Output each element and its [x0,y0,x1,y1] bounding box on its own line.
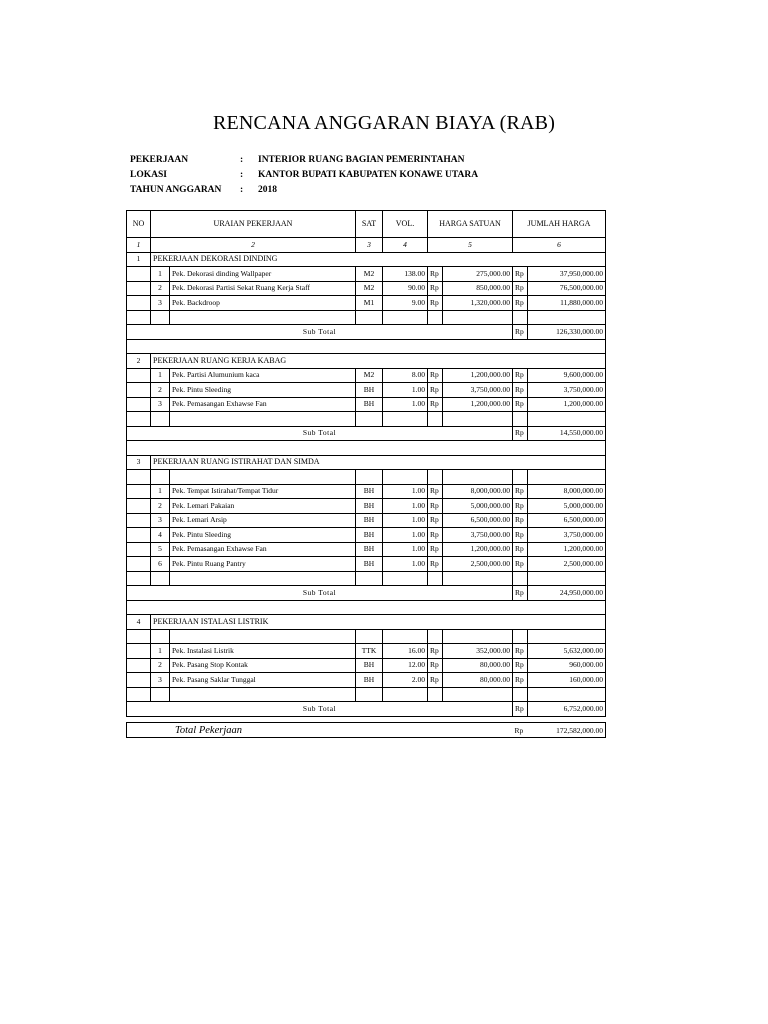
item-description: Pek. Pasang Saklar Tunggal [170,673,356,688]
empty-cell [443,310,513,325]
item-description: Pek. Instalasi Listrik [170,644,356,659]
item-unit: M2 [356,368,383,383]
empty-cell [513,687,528,702]
table-row [127,557,606,572]
item-description: Pek. Dekorasi dinding Wallpaper [170,267,356,282]
currency-label: Rp [513,383,528,398]
currency-label: Rp [428,368,443,383]
item-number: 5 [151,542,170,557]
total-currency: Rp [513,723,528,738]
column-number-row [127,238,606,253]
item-volume: 1.00 [383,397,428,412]
item-unit: M2 [356,281,383,296]
item-total: 8,000,000.00 [528,484,606,499]
empty-cell [127,397,151,412]
empty-cell [428,629,443,644]
currency-label: Rp [428,383,443,398]
subtotal-row [127,426,606,441]
currency-label: Rp [428,281,443,296]
empty-cell [170,571,356,586]
empty-cell [443,571,513,586]
meta-colon: : [240,155,244,165]
item-total: 37,950,000.00 [528,267,606,282]
section-title: PEKERJAAN ISTALASI LISTRIK [151,615,606,630]
item-volume: 2.00 [383,673,428,688]
section-header-row [127,252,606,267]
empty-cell [170,412,356,427]
header-vol: VOL. [383,211,428,238]
item-volume: 1.00 [383,528,428,543]
item-number: 1 [151,484,170,499]
column-number: 6 [513,238,606,253]
item-description: Pek. Lemari Arsip [170,513,356,528]
currency-label: Rp [513,542,528,557]
table-row [127,484,606,499]
item-total: 3,750,000.00 [528,383,606,398]
meta-label: LOKASI [130,170,167,180]
item-description: Pek. Partisi Alumunium kaca [170,368,356,383]
empty-cell [443,687,513,702]
spacer-row [127,339,606,354]
item-volume: 138.00 [383,267,428,282]
item-total: 1,200,000.00 [528,542,606,557]
currency-label: Rp [513,499,528,514]
item-volume: 16.00 [383,644,428,659]
empty-cell [127,687,151,702]
item-number: 1 [151,267,170,282]
item-volume: 90.00 [383,281,428,296]
currency-label: Rp [428,528,443,543]
rab-table [126,210,606,717]
column-number: 5 [428,238,513,253]
table-row [127,397,606,412]
currency-label: Rp [513,426,528,441]
item-number: 1 [151,644,170,659]
header-sat: SAT [356,211,383,238]
item-unit-price: 6,500,000.00 [443,513,513,528]
total-table [126,722,606,738]
item-volume: 1.00 [383,383,428,398]
currency-label: Rp [428,499,443,514]
currency-label: Rp [513,296,528,311]
subtotal-label: Sub Total [127,325,513,340]
empty-cell [127,281,151,296]
item-unit-price: 8,000,000.00 [443,484,513,499]
section-title: PEKERJAAN DEKORASI DINDING [151,252,606,267]
item-unit: M2 [356,267,383,282]
item-number: 3 [151,513,170,528]
item-unit-price: 850,000.00 [443,281,513,296]
empty-cell [356,629,383,644]
item-unit-price: 3,750,000.00 [443,383,513,398]
empty-cell [127,513,151,528]
empty-cell [127,441,606,456]
blank-row [127,571,606,586]
meta-value: 2018 [258,185,277,195]
empty-cell [170,629,356,644]
empty-cell [127,267,151,282]
currency-label: Rp [513,586,528,601]
section-number: 1 [127,252,151,267]
item-unit-price: 275,000.00 [443,267,513,282]
item-description: Pek. Dekorasi Partisi Sekat Ruang Kerja Staff [170,281,356,296]
subtotal-value: 24,950,000.00 [528,586,606,601]
empty-cell [513,571,528,586]
item-unit-price: 80,000.00 [443,658,513,673]
empty-cell [127,383,151,398]
item-total: 1,200,000.00 [528,397,606,412]
currency-label: Rp [513,702,528,717]
item-number: 2 [151,383,170,398]
empty-cell [127,571,151,586]
empty-cell [127,644,151,659]
table-row [127,658,606,673]
currency-label: Rp [428,397,443,412]
currency-label: Rp [513,267,528,282]
currency-label: Rp [428,673,443,688]
item-unit: M1 [356,296,383,311]
empty-cell [151,571,170,586]
item-volume: 1.00 [383,513,428,528]
spacer-row [127,441,606,456]
item-total: 6,500,000.00 [528,513,606,528]
item-unit-price: 3,750,000.00 [443,528,513,543]
empty-cell [127,600,606,615]
item-unit-price: 1,200,000.00 [443,368,513,383]
empty-cell [127,368,151,383]
empty-cell [428,310,443,325]
header-uraian: URAIAN PEKERJAAN [151,211,356,238]
empty-cell [151,687,170,702]
empty-cell [356,687,383,702]
empty-cell [151,412,170,427]
blank-row [127,687,606,702]
empty-cell [127,310,151,325]
currency-label: Rp [428,557,443,572]
section-header-row [127,615,606,630]
empty-cell [356,571,383,586]
currency-label: Rp [513,513,528,528]
empty-cell [428,571,443,586]
section-header-row [127,354,606,369]
empty-cell [528,470,606,485]
item-total: 5,000,000.00 [528,499,606,514]
item-unit: BH [356,397,383,412]
empty-cell [528,687,606,702]
currency-label: Rp [513,557,528,572]
header-harga-satuan: HARGA SATUAN [428,211,513,238]
item-volume: 1.00 [383,499,428,514]
table-row [127,296,606,311]
item-total: 76,500,000.00 [528,281,606,296]
meta-colon: : [240,185,244,195]
empty-cell [127,658,151,673]
meta-value: KANTOR BUPATI KABUPATEN KONAWE UTARA [258,170,479,180]
item-total: 960,000.00 [528,658,606,673]
empty-cell [127,557,151,572]
meta-label: TAHUN ANGGARAN [130,185,222,195]
blank-row [127,412,606,427]
subtotal-row [127,702,606,717]
currency-label: Rp [513,528,528,543]
empty-cell [513,412,528,427]
empty-cell [151,629,170,644]
section-title: PEKERJAAN RUANG KERJA KABAG [151,354,606,369]
section-number: 3 [127,455,151,470]
table-row [127,513,606,528]
item-unit: BH [356,383,383,398]
item-volume: 12.00 [383,658,428,673]
subtotal-value: 14,550,000.00 [528,426,606,441]
empty-cell [528,629,606,644]
subtotal-value: 126,330,000.00 [528,325,606,340]
empty-cell [127,339,606,354]
item-volume: 1.00 [383,484,428,499]
empty-cell [356,310,383,325]
blank-row [127,470,606,485]
item-total: 9,600,000.00 [528,368,606,383]
currency-label: Rp [428,267,443,282]
empty-cell [428,687,443,702]
item-unit-price: 80,000.00 [443,673,513,688]
currency-label: Rp [428,644,443,659]
section-number: 4 [127,615,151,630]
table-row [127,281,606,296]
empty-cell [127,528,151,543]
empty-cell [127,542,151,557]
item-unit-price: 5,000,000.00 [443,499,513,514]
subtotal-value: 6,752,000.00 [528,702,606,717]
column-number: 2 [151,238,356,253]
header-no: NO [127,211,151,238]
meta-label: PEKERJAAN [130,155,189,165]
item-description: Pek. Pintu Sleeding [170,383,356,398]
total-row [127,723,606,738]
currency-label: Rp [428,542,443,557]
table-row [127,383,606,398]
item-description: Pek. Lemari Pakaian [170,499,356,514]
item-unit: BH [356,542,383,557]
currency-label: Rp [513,658,528,673]
meta-value: INTERIOR RUANG BAGIAN PEMERINTAHAN [258,155,465,165]
subtotal-row [127,586,606,601]
item-total: 2,500,000.00 [528,557,606,572]
empty-cell [528,571,606,586]
subtotal-label: Sub Total [127,586,513,601]
empty-cell [428,470,443,485]
empty-cell [383,629,428,644]
table-row [127,644,606,659]
empty-cell [528,412,606,427]
empty-cell [383,470,428,485]
item-unit: BH [356,484,383,499]
table-row [127,528,606,543]
currency-label: Rp [513,484,528,499]
currency-label: Rp [428,658,443,673]
item-unit: BH [356,658,383,673]
item-unit: BH [356,499,383,514]
item-total: 3,750,000.00 [528,528,606,543]
section-header-row [127,455,606,470]
currency-label: Rp [428,296,443,311]
empty-cell [383,687,428,702]
item-unit-price: 352,000.00 [443,644,513,659]
empty-cell [443,412,513,427]
item-volume: 8.00 [383,368,428,383]
empty-cell [127,470,151,485]
empty-cell [127,296,151,311]
item-total: 11,880,000.00 [528,296,606,311]
empty-cell [383,412,428,427]
meta-colon: : [240,170,244,180]
item-description: Pek. Pintu Sleeding [170,528,356,543]
page-title: RENCANA ANGGARAN BIAYA (RAB) [212,112,556,134]
table-row [127,542,606,557]
section-number: 2 [127,354,151,369]
currency-label: Rp [513,281,528,296]
header-jumlah-harga: JUMLAH HARGA [513,211,606,238]
empty-cell [127,499,151,514]
item-volume: 9.00 [383,296,428,311]
item-unit: TTK [356,644,383,659]
currency-label: Rp [513,397,528,412]
item-number: 2 [151,658,170,673]
subtotal-row [127,325,606,340]
item-number: 6 [151,557,170,572]
empty-cell [127,673,151,688]
item-description: Pek. Pemasangan Exhawse Fan [170,542,356,557]
item-number: 3 [151,397,170,412]
item-description: Pek. Pemasangan Exhawse Fan [170,397,356,412]
item-description: Pek. Backdroop [170,296,356,311]
currency-label: Rp [513,644,528,659]
empty-cell [151,310,170,325]
item-volume: 1.00 [383,542,428,557]
subtotal-label: Sub Total [127,702,513,717]
currency-label: Rp [513,325,528,340]
empty-cell [356,412,383,427]
item-description: Pek. Tempat Istirahat/Tempat Tidur [170,484,356,499]
item-number: 4 [151,528,170,543]
column-number: 4 [383,238,428,253]
item-total: 5,632,000.00 [528,644,606,659]
empty-cell [513,310,528,325]
item-number: 3 [151,673,170,688]
currency-label: Rp [428,513,443,528]
empty-cell [528,310,606,325]
blank-row [127,629,606,644]
empty-cell [383,571,428,586]
subtotal-label: Sub Total [127,426,513,441]
empty-cell [443,470,513,485]
item-description: Pek. Pintu Ruang Pantry [170,557,356,572]
empty-cell [356,470,383,485]
item-number: 3 [151,296,170,311]
empty-cell [443,629,513,644]
currency-label: Rp [428,484,443,499]
item-total: 160,000.00 [528,673,606,688]
total-label: Total Pekerjaan [127,723,513,738]
empty-cell [151,470,170,485]
currency-label: Rp [513,673,528,688]
empty-cell [170,687,356,702]
table-row [127,267,606,282]
item-volume: 1.00 [383,557,428,572]
item-unit-price: 1,200,000.00 [443,542,513,557]
item-number: 2 [151,499,170,514]
item-description: Pek. Pasang Stop Kontak [170,658,356,673]
section-title: PEKERJAAN RUANG ISTIRAHAT DAN SIMDA [151,455,606,470]
item-unit-price: 1,320,000.00 [443,296,513,311]
item-unit-price: 1,200,000.00 [443,397,513,412]
table-row [127,673,606,688]
empty-cell [513,629,528,644]
table-row [127,368,606,383]
column-number: 1 [127,238,151,253]
item-number: 1 [151,368,170,383]
empty-cell [428,412,443,427]
total-value: 172,582,000.00 [528,723,606,738]
empty-cell [170,310,356,325]
empty-cell [170,470,356,485]
empty-cell [127,412,151,427]
item-unit-price: 2,500,000.00 [443,557,513,572]
empty-cell [127,629,151,644]
item-unit: BH [356,513,383,528]
column-number: 3 [356,238,383,253]
blank-row [127,310,606,325]
item-number: 2 [151,281,170,296]
currency-label: Rp [513,368,528,383]
empty-cell [127,484,151,499]
empty-cell [383,310,428,325]
item-unit: BH [356,673,383,688]
spacer-row [127,600,606,615]
item-unit: BH [356,557,383,572]
table-header-row [127,211,606,238]
item-unit: BH [356,528,383,543]
table-row [127,499,606,514]
empty-cell [513,470,528,485]
